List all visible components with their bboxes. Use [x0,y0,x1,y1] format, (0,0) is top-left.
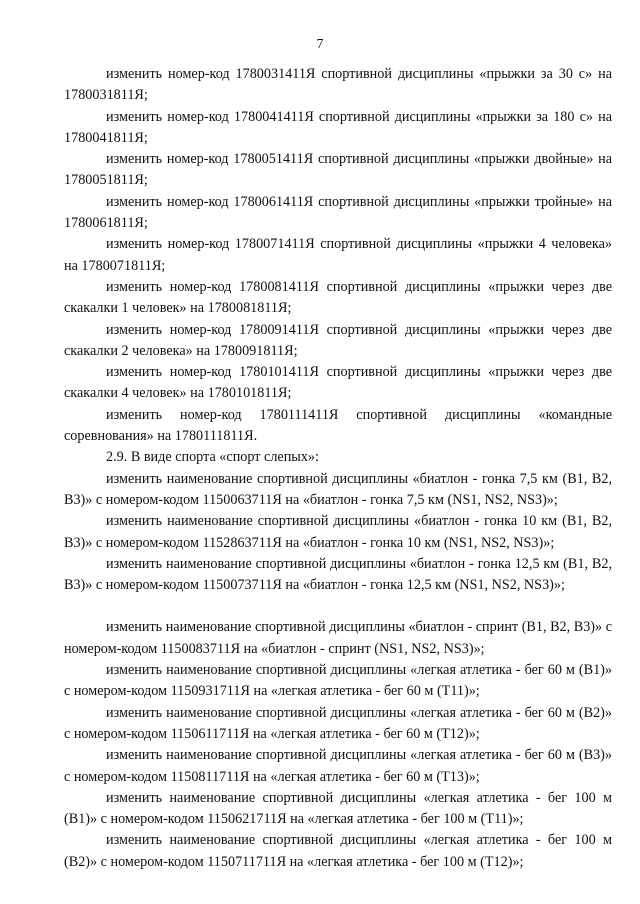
paragraph: изменить номер-код 1780071411Я спортивной дисциплины «прыжки 4 человека» на 1780071811Я; [64,236,612,274]
paragraph: изменить номер-код 1780051411Я спортивной дисциплины «прыжки двойные» на 1780051811Я; [64,151,612,189]
paragraph: изменить номер-код 1780091411Я спортивной дисциплины «прыжки через две скакалки 2 человека» на 1780091811Я; [64,321,612,359]
section-heading: 2.9. В виде спорта «спорт слепых»: [106,449,319,466]
paragraph: изменить номер-код 1780041411Я спортивной дисциплины «прыжки за 180 с» на 1780041811Я; [64,108,612,146]
paragraph: изменить номер-код 1780061411Я спортивной дисциплины «прыжки тройные» на 1780061811Я; [64,193,612,232]
paragraph: изменить номер-код 1780101411Я спортивной дисциплины «прыжки через две скакалки 4 человек» на 1780101811Я; [64,364,612,402]
paragraph: изменить номер-код 1780111411Я спортивной дисциплины «командные соревнования» на 1780111811Я. [64,406,612,445]
paragraph: изменить наименование спортивной дисциплины «биатлон - гонка 12,5 км (B1, B2, B3)» с номером-кодом 1150073711Я на «биатлон - гонка 12,5 км (NS1, NS2, NS3)»; [64,555,612,594]
paragraph: изменить номер-код 1780031411Я спортивной дисциплины «прыжки за 30 с» на 1780031811Я; [64,66,612,104]
document-body [64,64,612,873]
paragraph: изменить наименование спортивной дисциплины «биатлон - гонка 10 км (B1, B2, B3)» с номером-кодом 1152863711Я на «биатлон - гонка 10 км (NS1, NS2, NS3)»; [64,513,612,551]
paragraph: изменить номер-код 1780081411Я спортивной дисциплины «прыжки через две скакалки 1 человек» на 1780081811Я; [64,278,612,317]
paragraph: изменить наименование спортивной дисциплины «легкая атлетика - бег 100 м (B2)» с номером-кодом 1150711711Я на «легкая атлетика - бег 100 м (T12)»; [64,832,612,870]
paragraph: изменить наименование спортивной дисциплины «биатлон - спринт (B1, B2, B3)» с номером-кодом 1150083711Я на «биатлон - спринт (NS1, NS2, NS3)»; [64,619,612,657]
paragraph: изменить наименование спортивной дисциплины «легкая атлетика - бег 60 м (B2)» с номером-кодом 1150611711Я на «легкая атлетика - бег 60 м (T12)»; [64,704,612,742]
paragraph: изменить наименование спортивной дисциплины «легкая атлетика - бег 60 м (B1)» с номером-кодом 1150931711Я на «легкая атлетика - бег 60 м (T11)»; [64,662,612,700]
paragraph: изменить наименование спортивной дисциплины «легкая атлетика - бег 60 м (B3)» с номером-кодом 1150811711Я на «легкая атлетика - бег 60 м (T13)»; [64,747,612,785]
page-number: 7 [316,36,324,51]
paragraph: изменить наименование спортивной дисциплины «легкая атлетика - бег 100 м (B1)» с номером-кодом 1150621711Я на «легкая атлетика - бег 100 м (T11)»; [64,789,612,828]
paragraph: изменить наименование спортивной дисциплины «биатлон - гонка 7,5 км (B1, B2, B3)» с номером-кодом 1150063711Я на «биатлон - гонка 7,5 км (NS1, NS2, NS3)»; [64,470,612,508]
